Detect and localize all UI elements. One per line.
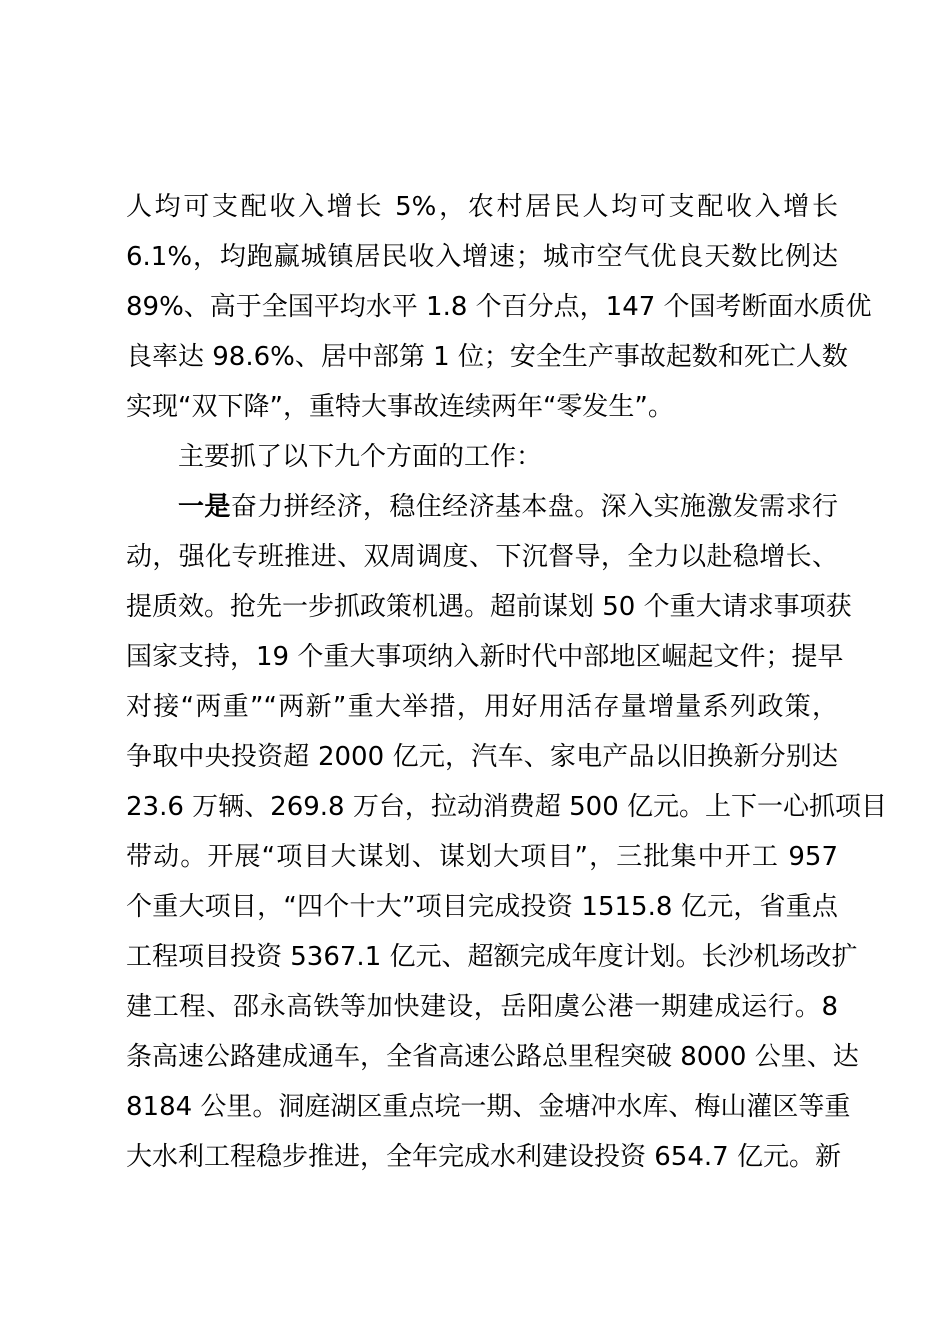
text-line: 89%、高于全国平均水平 1.8 个百分点，147 个国考断面水质优 <box>126 292 872 322</box>
text-line: 提质效。抢先一步抓政策机遇。超前谋划 50 个重大请求事项获 <box>126 592 852 622</box>
text-line: 对接“两重”“两新”重大举措，用好用活存量增量系列政策， <box>126 692 838 722</box>
paragraph-one-first-line-text: 奋力拼经济，稳住经济基本盘。深入实施激发需求行 <box>230 492 838 522</box>
text-line: 实现“双下降”，重特大事故连续两年“零发生”。 <box>126 392 674 422</box>
paragraph-one-first-line <box>126 482 838 532</box>
paragraph-lead: 一是 <box>178 492 231 522</box>
text-line: 人均可支配收入增长 5%，农村居民人均可支配收入增长 <box>126 192 838 222</box>
text-line: 争取中央投资超 2000 亿元，汽车、家电产品以旧换新分别达 <box>126 742 838 772</box>
body-text <box>126 182 888 1182</box>
text-line: 动，强化专班推进、双周调度、下沉督导，全力以赴稳增长、 <box>126 542 838 572</box>
text-line: 主要抓了以下九个方面的工作： <box>178 442 543 472</box>
text-line: 条高速公路建成通车，全省高速公路总里程突破 8000 公里、达 <box>126 1042 859 1072</box>
text-line: 带动。开展“项目大谋划、谋划大项目”，三批集中开工 957 <box>126 842 838 872</box>
text-line: 工程项目投资 5367.1 亿元、超额完成年度计划。长沙机场改扩 <box>126 942 858 972</box>
text-line: 国家支持，19 个重大事项纳入新时代中部地区崛起文件；提早 <box>126 642 844 672</box>
text-line: 良率达 98.6%、居中部第 1 位；安全生产事故起数和死亡人数 <box>126 342 848 372</box>
text-line: 23.6 万辆、269.8 万台，拉动消费超 500 亿元。上下一心抓项目 <box>126 792 888 822</box>
text-line: 8184 公里。洞庭湖区重点垸一期、金塘冲水库、梅山灌区等重 <box>126 1092 851 1122</box>
text-line: 建工程、邵永高铁等加快建设，岳阳虞公港一期建成运行。8 <box>126 992 838 1022</box>
text-line: 6.1%，均跑赢城镇居民收入增速；城市空气优良天数比例达 <box>126 242 838 272</box>
text-line: 个重大项目，“四个十大”项目完成投资 1515.8 亿元，省重点 <box>126 892 838 922</box>
text-line: 大水利工程稳步推进，全年完成水利建设投资 654.7 亿元。新 <box>126 1142 841 1172</box>
